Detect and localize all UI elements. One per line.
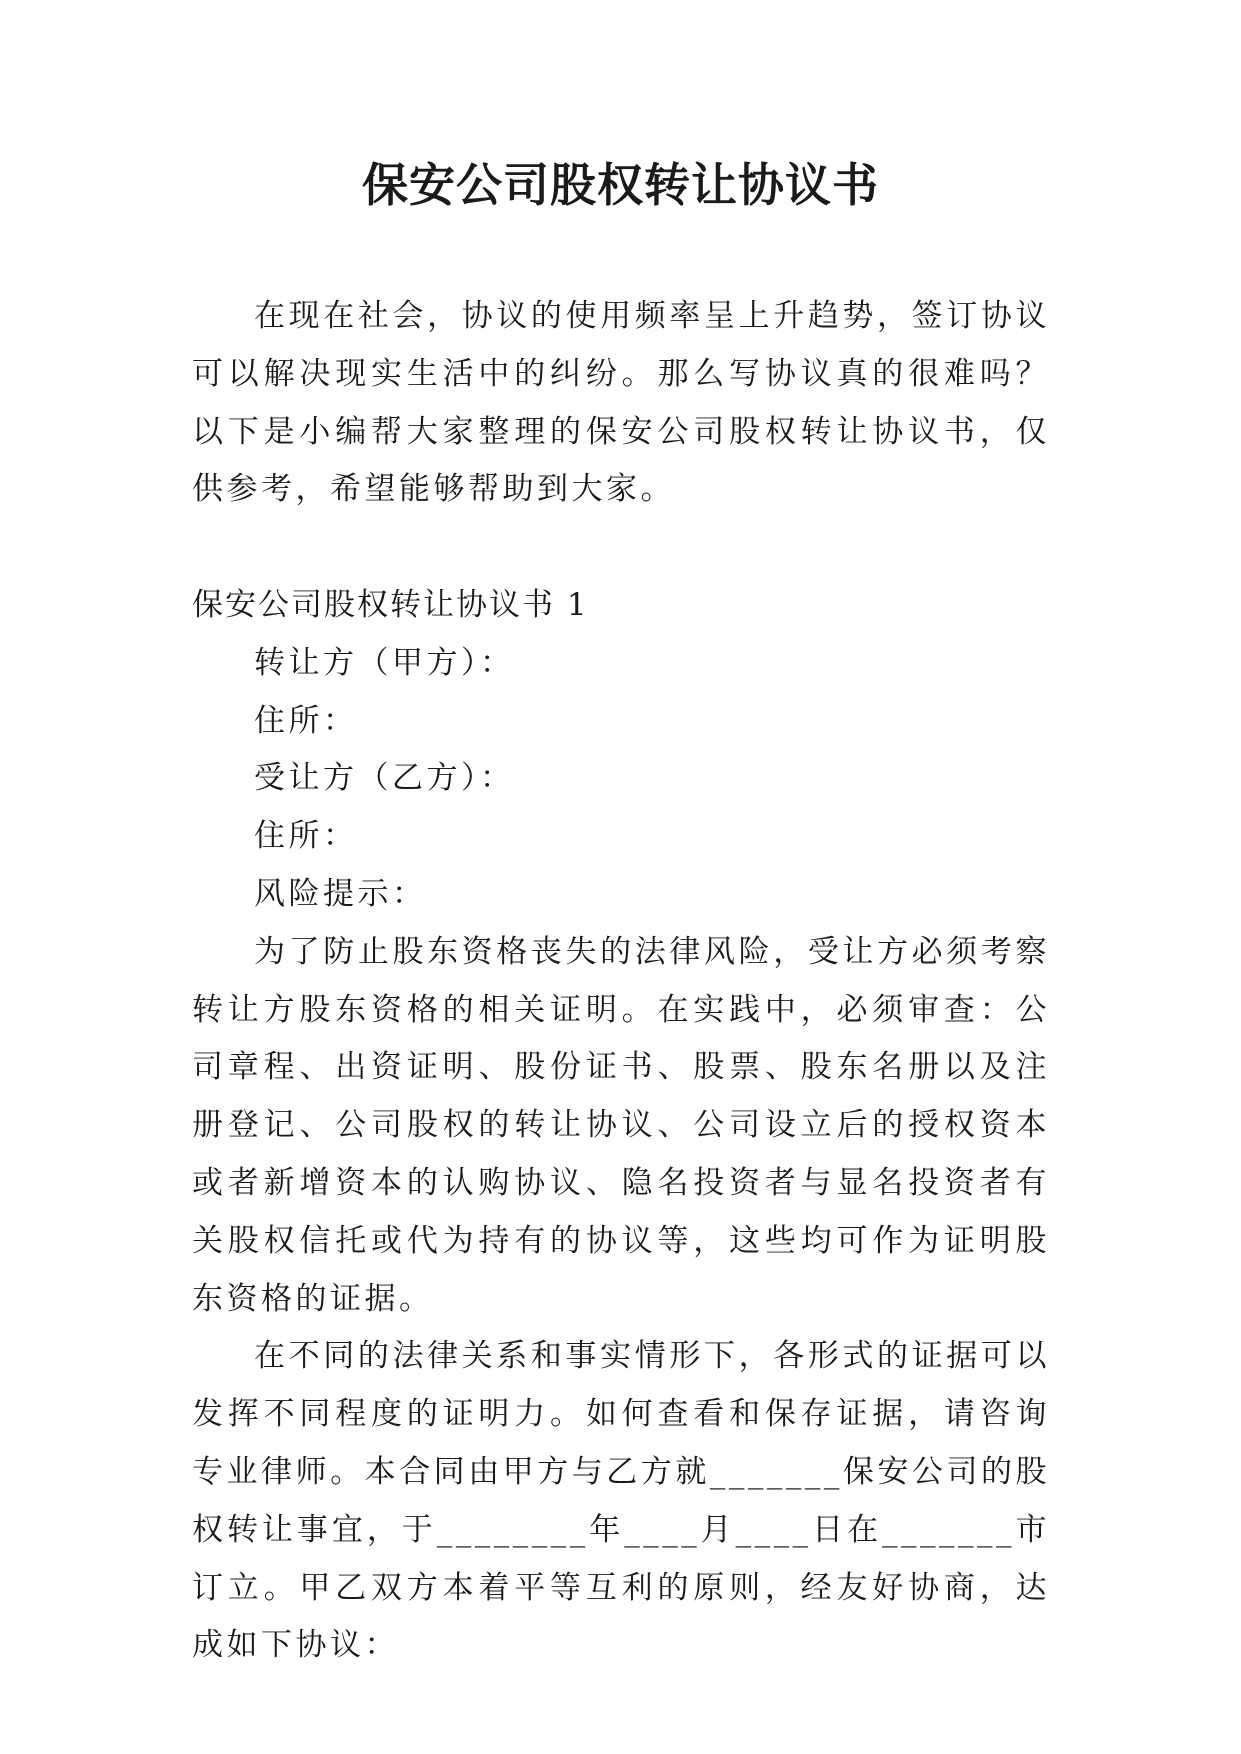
party-a-line: 转让方（甲方）： (254, 644, 515, 681)
risk-paragraph: 为了防止股东资格丧失的法律风险，受让方必须考察转让方股东资格的相关证明。在实践中，必须审查：公司章程、出资证明、股份证书、股票、股东名册以及注册登记、公司股权的转让协议、公司设立后的授权资本或者新增资本的认购协议、隐名投资者与显名投资者有关股权信托或代为持有的协议等，这些均可作为证明股东资格的证据。 (192, 933, 1050, 1317)
risk-label: 风险提示： (254, 875, 427, 912)
document-title: 保安公司股权转让协议书 (362, 158, 879, 212)
evidence-paragraph: 在不同的法律关系和事实情形下，各形式的证据可以发挥不同程度的证明力。如何查看和保存证据，请咨询专业律师。本合同由甲方与乙方就_______保安公司的股权转让事宜，于________年____月____日在_______市订立。甲乙双方本着平等互利的原则，经友好协商，达成如下协议： (192, 1338, 1050, 1664)
paragraph-spacer (192, 519, 1050, 577)
party-a-address-line: 住所： (254, 702, 358, 739)
party-b-line: 受让方（乙方）： (254, 760, 515, 797)
intro-paragraph: 在现在社会，协议的使用频率呈上升趋势，签订协议可以解决现实生活中的纠纷。那么写协议真的很难吗？以下是小编帮大家整理的保安公司股权转让协议书，仅供参考，希望能够帮助到大家。 (192, 298, 1050, 508)
document-body (192, 288, 1050, 1675)
section-heading: 保安公司股权转让协议书 1 (192, 586, 589, 623)
party-b-address-line: 住所： (254, 818, 358, 855)
